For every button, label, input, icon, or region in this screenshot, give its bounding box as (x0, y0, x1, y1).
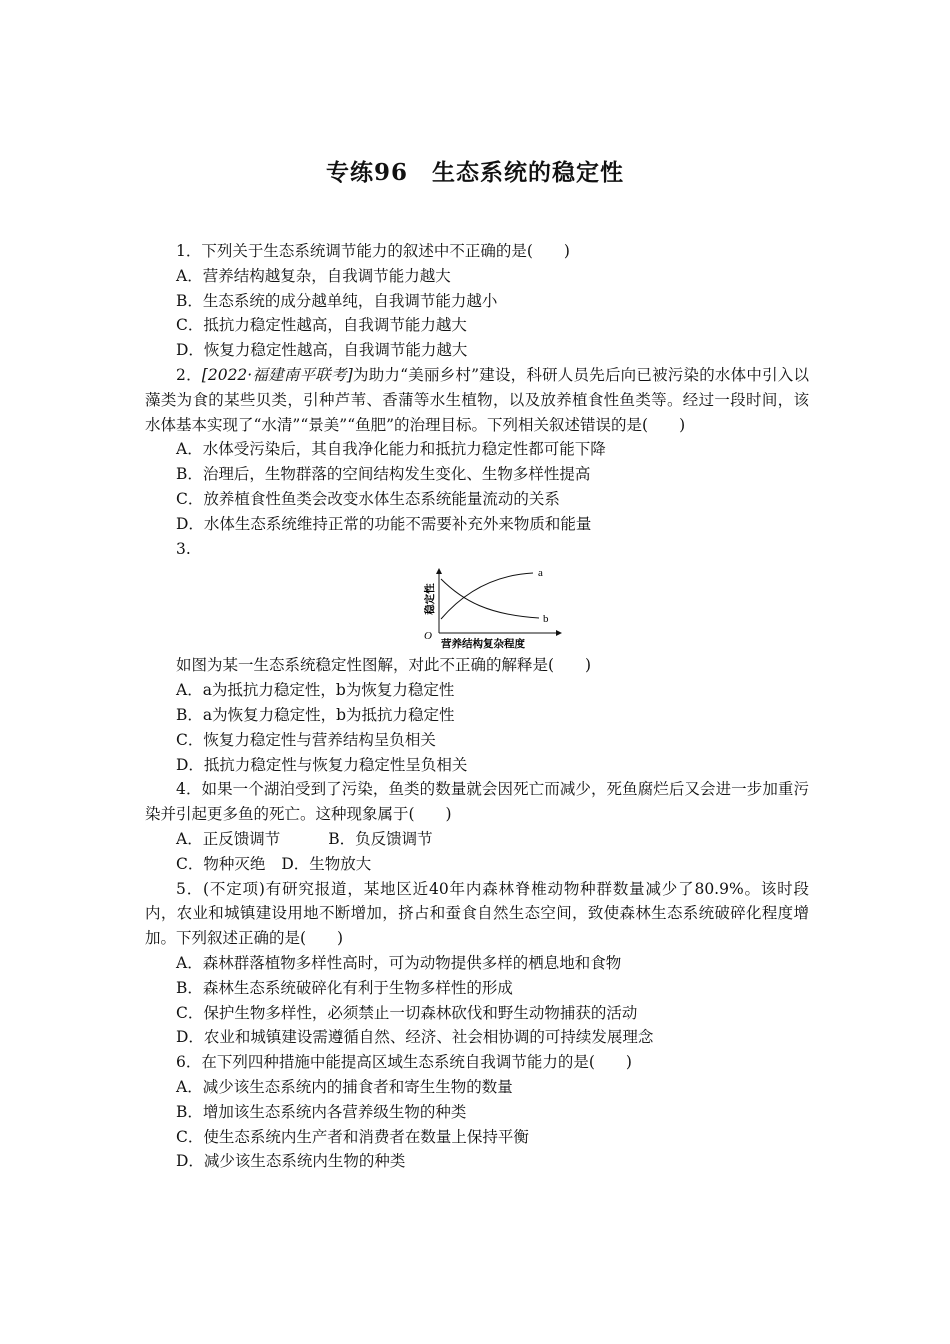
x-axis-label: 营养结构复杂程度 (441, 638, 525, 651)
origin-label: O (424, 630, 432, 643)
question-list (145, 239, 809, 1174)
q5-option-b: B．森林生态系统破碎化有利于生物多样性的形成 (176, 978, 513, 997)
q6-option-b: B．增加该生态系统内各营养级生物的种类 (176, 1102, 467, 1121)
curve-b-label: b (543, 613, 549, 626)
q2-option-c: C．放养植食性鱼类会改变水体生态系统能量流动的关系 (176, 489, 560, 508)
curve-a (441, 573, 533, 619)
q2-option-d: D．水体生态系统维持正常的功能不需要补充外来物质和能量 (176, 514, 592, 533)
q2-option-b: B．治理后，生物群落的空间结构发生变化、生物多样性提高 (176, 465, 591, 484)
q3-stem: 如图为某一生态系统稳定性图解，对此不正确的解释是( ) (176, 656, 592, 675)
q1-option-d: D．恢复力稳定性越高，自我调节能力越大 (176, 341, 468, 360)
q6-stem: 6．在下列四种措施中能提高区域生态系统自我调节能力的是( ) (176, 1053, 632, 1072)
page-title: 专练96 生态系统的稳定性 (325, 159, 624, 186)
q3-option-b: B．a为恢复力稳定性，b为抵抗力稳定性 (176, 705, 455, 724)
q2-source: [2022·福建南平联考] (201, 365, 353, 384)
q1-stem: 1．下列关于生态系统调节能力的叙述中不正确的是( ) (176, 242, 570, 260)
q5-stem: 5．(不定项)有研究报道，某地区近40年内森林脊椎动物种群数量减少了80.9%。该时段内，农业和城镇建设用地不断增加，挤占和蚕食自然生态空间，致使森林生态系统破碎化程度增加。下列叙述正确的是( ) (145, 879, 809, 948)
q4-option-c: C．物种灭绝 (176, 854, 266, 873)
q2-stem (145, 363, 809, 437)
q4-option-a: A．正反馈调节 (176, 829, 281, 848)
q1-option-b: B．生态系统的成分越单纯，自我调节能力越小 (176, 291, 498, 310)
q4-option-d: D．生物放大 (281, 854, 372, 873)
q4-options-row-2 (145, 852, 809, 877)
q1-option-a: A．营养结构越复杂，自我调节能力越大 (176, 266, 451, 285)
q5-option-d: D．农业和城镇建设需遵循自然、经济、社会相协调的可持续发展理念 (176, 1028, 654, 1047)
y-axis-label: 稳定性 (424, 583, 436, 616)
q6-option-c: C．使生态系统内生产者和消费者在数量上保持平衡 (176, 1127, 529, 1146)
q3-option-c: C．恢复力稳定性与营养结构呈负相关 (176, 730, 436, 749)
q4-option-b: B．负反馈调节 (328, 829, 433, 848)
q3-option-a: A．a为抵抗力稳定性，b为恢复力稳定性 (176, 681, 455, 700)
q2-text: 为助力“美丽乡村”建设，科研人员先后向已被污染的水体中引入以藻类为食的某些贝类，引种芦苇、香蒲等水生植物，以及放养植食性鱼类等。经过一段时间，该水体基本实现了“水清”“景美”“鱼肥”的治理目标。下列相关叙述错误的是( ) (145, 365, 809, 434)
q2-option-a: A．水体受污染后，其自我净化能力和抵抗力稳定性都可能下降 (176, 440, 606, 459)
q1-option-c: C．抵抗力稳定性越高，自我调节能力越大 (176, 316, 467, 335)
curve-b (441, 579, 539, 618)
q6-option-a: A．减少该生态系统内的捕食者和寄生生物的数量 (176, 1077, 513, 1096)
q2-number: 2． (176, 365, 202, 384)
q4-options-row-1 (145, 827, 809, 852)
q6-option-d: D．减少该生态系统内生物的种类 (176, 1152, 406, 1171)
stability-graph (415, 561, 575, 653)
q3-figure (145, 561, 809, 653)
q5-option-a: A．森林群落植物多样性高时，可为动物提供多样的栖息地和食物 (176, 953, 622, 972)
curve-a-label: a (538, 567, 543, 580)
q5-option-c: C．保护生物多样性，必须禁止一切森林砍伐和野生动物捕获的活动 (176, 1003, 638, 1022)
q4-stem: 4．如果一个湖泊受到了污染，鱼类的数量就会因死亡而减少，死鱼腐烂后又会进一步加重污染并引起更多鱼的死亡。这种现象属于( ) (145, 780, 809, 824)
q3-number: 3. (176, 539, 191, 558)
q3-option-d: D．抵抗力稳定性与恢复力稳定性呈负相关 (176, 755, 468, 774)
